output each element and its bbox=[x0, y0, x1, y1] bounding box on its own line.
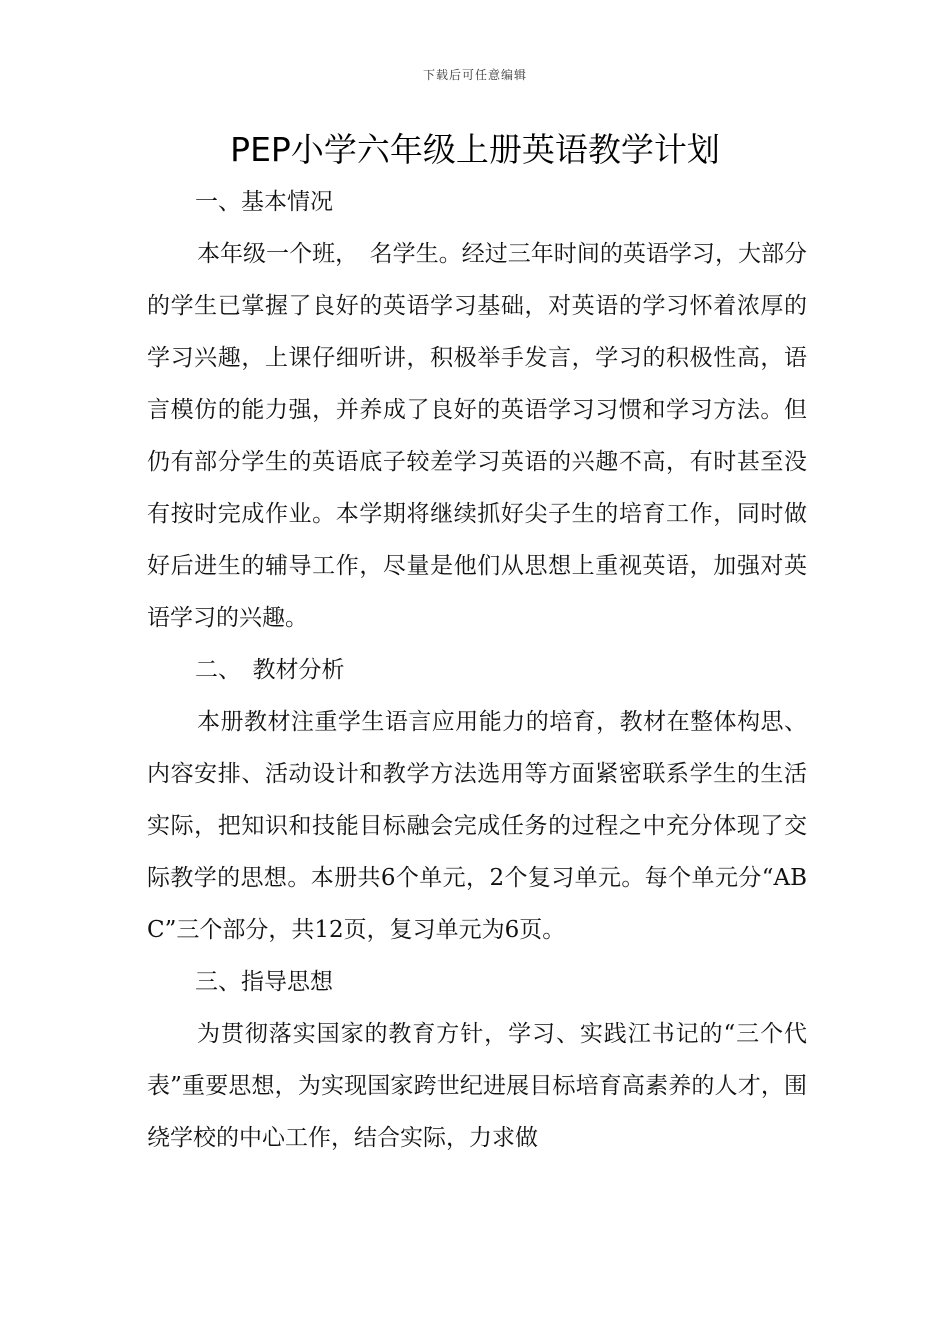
section-paragraph: 本年级一个班， 名学生。经过三年时间的英语学习，大部分的学生已掌握了良好的英语学习基础，对英语的学习怀着浓厚的学习兴趣，上课仔细听讲，积极举手发言，学习的积极性高，语言模仿的能力强，并养成了良好的英语学习习惯和学习方法。但仍有部分学生的英语底子较差学习英语的兴趣不高，有时甚至没有按时完成作业。本学期将继续抓好尖子生的培育工作，同时做好后进生的辅导工作，尽量是他们从思想上重视英语，加强对英语学习的兴趣。 bbox=[147, 241, 807, 631]
section-heading: 一、基本情况 bbox=[195, 189, 333, 215]
section-guiding-ideology bbox=[147, 956, 807, 1164]
section-heading: 二、 教材分析 bbox=[195, 657, 345, 683]
section-basic-situation bbox=[147, 176, 807, 644]
section-heading: 三、指导思想 bbox=[195, 969, 333, 995]
document-title: PEP小学六年级上册英语教学计划 bbox=[230, 130, 720, 169]
section-paragraph: 为贯彻落实国家的教育方针，学习、实践江书记的“三个代表”重要思想，为实现国家跨世纪进展目标培育高素养的人才，围绕学校的中心工作，结合实际，力求做 bbox=[147, 1021, 807, 1151]
header-note: 下载后可任意编辑 bbox=[422, 68, 527, 82]
section-textbook-analysis bbox=[147, 644, 807, 956]
document-body bbox=[147, 176, 807, 1164]
section-paragraph: 本册教材注重学生语言应用能力的培育，教材在整体构思、内容安排、活动设计和教学方法选用等方面紧密联系学生的生活实际，把知识和技能目标融会完成任务的过程之中充分体现了交际教学的思想。本册共6个单元，2个复习单元。每个单元分“ABC”三个部分，共12页，复习单元为6页。 bbox=[147, 709, 807, 943]
